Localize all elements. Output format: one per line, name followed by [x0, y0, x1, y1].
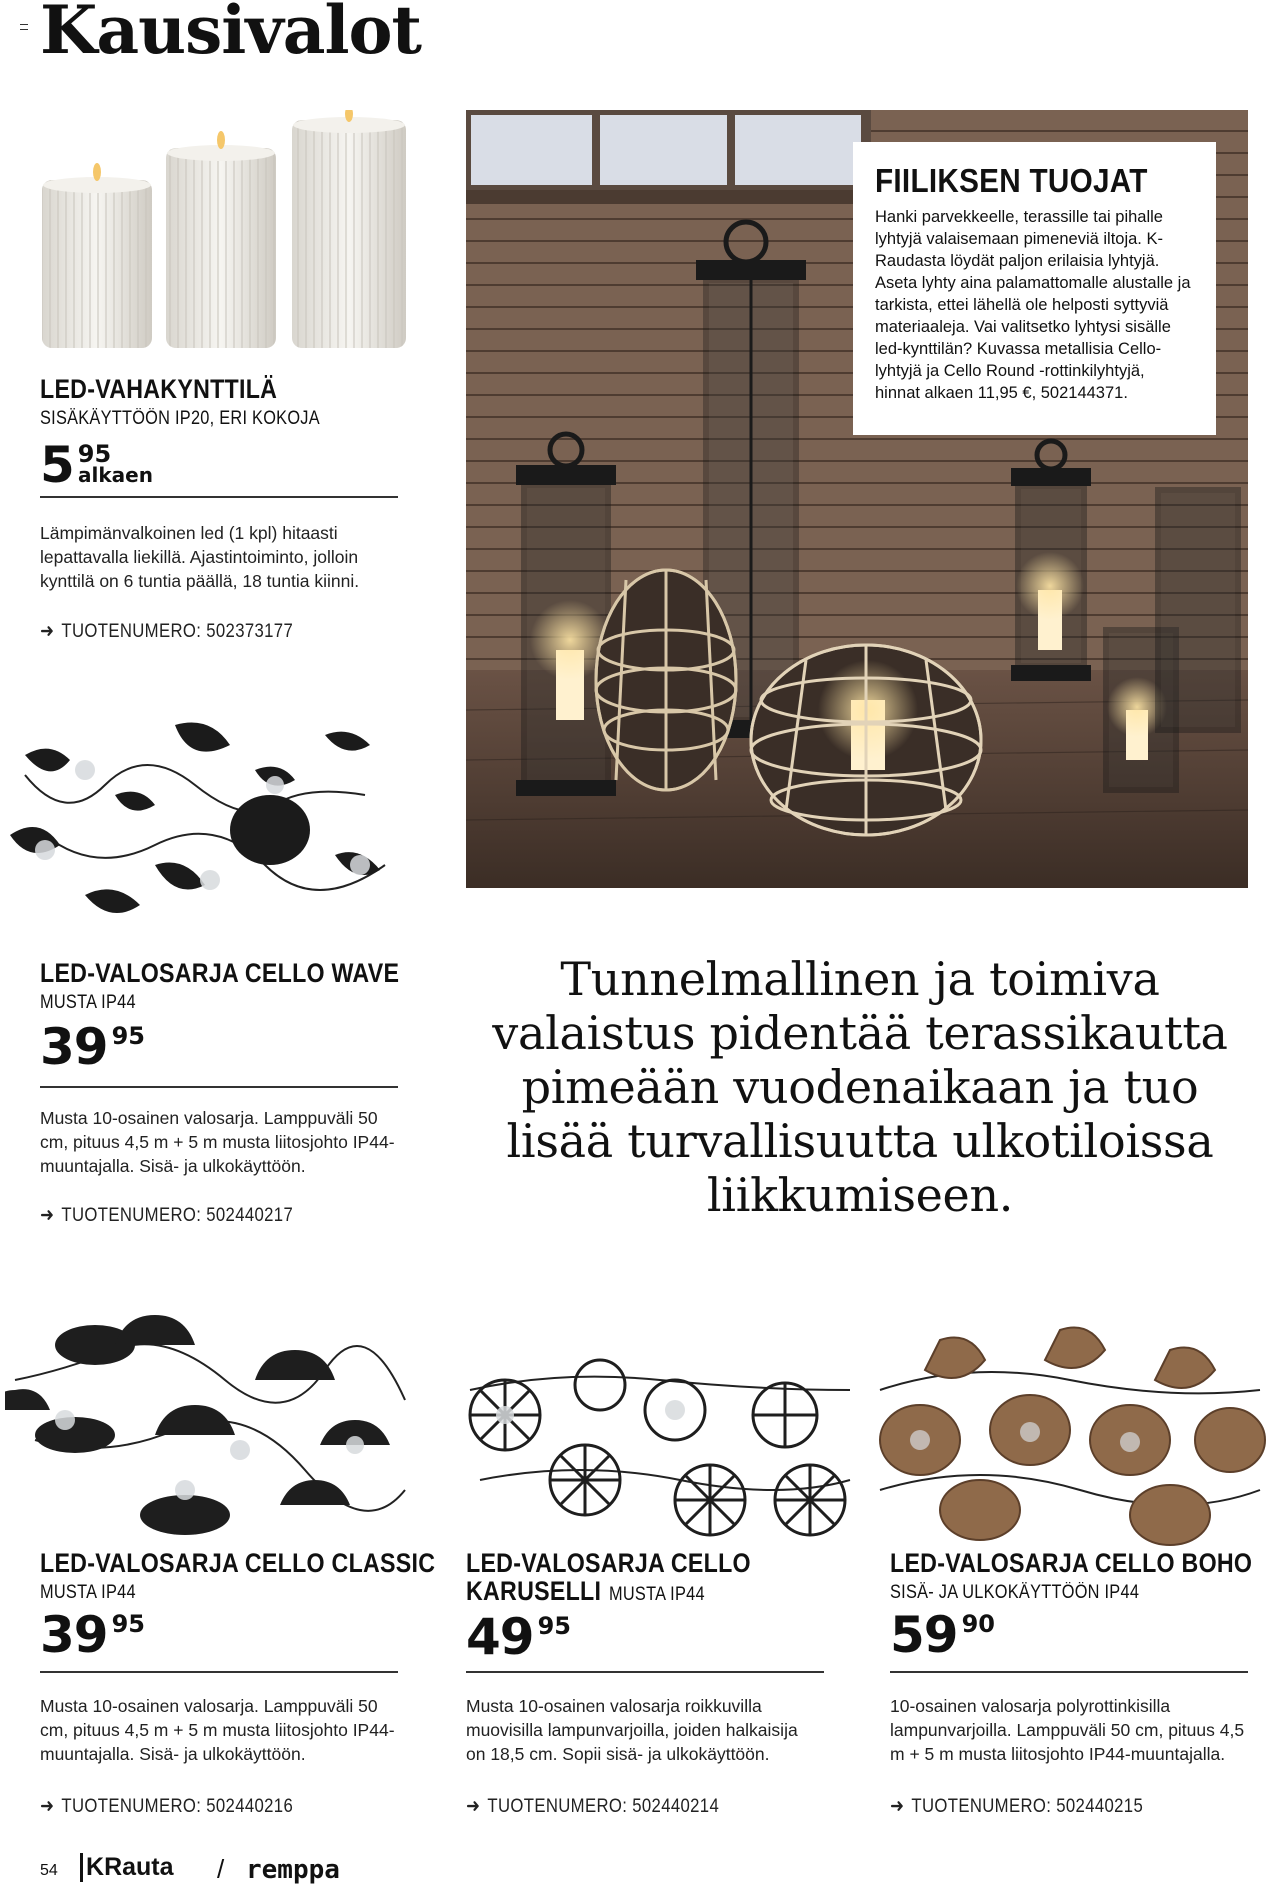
price-main: 59 — [890, 1606, 958, 1664]
arrow-icon: ➜ — [40, 621, 55, 642]
price-cents: 90 — [961, 1610, 995, 1638]
rattan-lantern-left — [596, 570, 736, 790]
product-code-cello-classic: ➜ TUOTENUMERO: 502440216 — [40, 1796, 294, 1817]
product-desc-cello-boho: 10-osainen valosarja polyrottinkisilla lampunvarjoilla. Lamppuväli 50 cm, pituus 4,5 m + 5 m musta liitosjohto IP44-muuntajalla. — [890, 1696, 1245, 1764]
product-code-cello-wave: ➜ TUOTENUMERO: 502440217 — [40, 1205, 294, 1226]
arrow-icon: ➜ — [40, 1796, 55, 1817]
product-desc-cello-classic: Musta 10-osainen valosarja. Lamppuväli 50 cm, pituus 4,5 m + 5 m musta liitosjohto IP44-muuntajalla. Sisä- ja ulkokäyttöön. — [40, 1696, 395, 1764]
remppa-logo: remppa — [246, 1855, 340, 1885]
product-name-cello-karuselli: LED-VALOSARJA CELLO — [466, 1548, 751, 1578]
product-price-cello-wave — [40, 1018, 145, 1076]
product-name-led-candle: LED-VAHAKYNTTILÄ — [40, 374, 278, 404]
product-code-cello-karuselli: ➜ TUOTENUMERO: 502440214 — [466, 1796, 720, 1817]
product-desc-cello-wave: Musta 10-osainen valosarja. Lamppuväli 50 cm, pituus 4,5 m + 5 m musta liitosjohto IP44-muuntajalla. Sisä- ja ulkokäyttöön. — [40, 1108, 395, 1176]
k-rauta-logo — [80, 1853, 174, 1882]
product-sub-cello-classic: MUSTA IP44 — [40, 1582, 136, 1603]
divider — [466, 1671, 824, 1673]
product-code-cello-boho: ➜ TUOTENUMERO: 502440215 — [890, 1796, 1144, 1817]
cello-classic-image — [5, 1310, 415, 1540]
arrow-icon: ➜ — [890, 1796, 905, 1817]
price-cents: 95 — [537, 1612, 571, 1640]
price-main: 39 — [40, 1018, 108, 1076]
page-number: 54 — [40, 1862, 58, 1879]
price-cents: 95 — [111, 1022, 145, 1050]
price-main: 39 — [40, 1606, 108, 1664]
candle-small — [42, 163, 152, 348]
feature-title: FIILIKSEN TUOJAT — [875, 162, 1148, 199]
price-cents: 95 — [77, 440, 112, 468]
divider — [890, 1671, 1248, 1673]
product-price-cello-karuselli — [466, 1608, 571, 1666]
product-sub-cello-boho: SISÄ- JA ULKOKÄYTTÖÖN IP44 — [890, 1582, 1140, 1603]
product-name-cello-wave: LED-VALOSARJA CELLO WAVE — [40, 958, 400, 988]
arrow-icon: ➜ — [40, 1205, 55, 1226]
led-candles-image — [30, 110, 420, 355]
candle-medium — [166, 131, 276, 348]
product-desc-led-candle: Lämpimänvalkoinen led (1 kpl) hitaasti lepattavalla liekillä. Ajastintoiminto, jolloin kynttilä on 6 tuntia päällä, 18 tuntia kiinni. — [40, 523, 360, 591]
divider — [40, 1086, 398, 1088]
price-main: 5 — [40, 436, 74, 494]
product-name-line2-karuselli — [466, 1578, 721, 1607]
feature-body: Hanki parvekkeelle, terassille tai pihalle lyhtyjä valaisemaan pimeneviä iltoja. K-Raudasta löydät paljon erilaisia lyhtyjä. Aseta lyhty aina palamattomalle alustalle ja tarkista, ettei lähellä ole helposti syttyviä materiaaleja. Vai valitsetko lyhtysi sisälle led-kynttilän? Kuvassa metallisia Cello-lyhtyjä ja Cello Round -rottinkilyhtyjä, hinnat alkaen 11,95 €, 502144371. — [875, 208, 1191, 402]
page-title: Kausivalot — [40, 0, 422, 69]
cello-wave-image — [5, 715, 415, 940]
rattan-lantern-right — [751, 645, 981, 835]
cello-boho-image — [870, 1320, 1270, 1550]
arrow-icon: ➜ — [466, 1796, 481, 1817]
feature-box — [853, 142, 1216, 435]
product-sub-cello-wave: MUSTA IP44 — [40, 992, 136, 1013]
divider — [40, 496, 398, 498]
lantern-left — [516, 434, 616, 796]
product-desc-cello-karuselli: Musta 10-osainen valosarja roikkuvilla muovisilla lampunvarjoilla, joiden halkaisija on 18,5 cm. Sopii sisä- ja ulkokäyttöön. — [466, 1696, 798, 1764]
candle-large — [292, 110, 406, 348]
product-name-cello-classic: LED-VALOSARJA CELLO CLASSIC — [40, 1548, 436, 1578]
product-price-cello-boho — [890, 1606, 995, 1664]
product-name-cello-boho: LED-VALOSARJA CELLO BOHO — [890, 1548, 1253, 1578]
product-name-part2: KARUSELLI — [466, 1576, 602, 1606]
product-price-cello-classic — [40, 1606, 145, 1664]
pull-quote: Tunnelmallinen ja toimiva valaistus pidentää terassikautta pimeään vuodenaikaan ja tuo lisää turvallisuutta ulkotiloissa liikkumiseen. — [492, 952, 1228, 1222]
footer-slash: / — [217, 1854, 225, 1884]
divider — [40, 1671, 398, 1673]
price-suffix: alkaen — [78, 463, 153, 487]
product-sub-cello-karuselli: MUSTA IP44 — [609, 1584, 706, 1605]
brand-name: Rauta — [104, 1853, 174, 1881]
product-code-led-candle: ➜ TUOTENUMERO: 502373177 — [40, 621, 294, 642]
corner-mark — [20, 24, 28, 30]
cello-karuselli-image — [460, 1330, 860, 1550]
k-logo-icon: K — [80, 1853, 104, 1882]
price-cents: 95 — [111, 1610, 145, 1638]
product-sub-led-candle: SISÄKÄYTTÖÖN IP20, ERI KOKOJA — [40, 408, 320, 429]
price-main: 49 — [466, 1608, 534, 1666]
